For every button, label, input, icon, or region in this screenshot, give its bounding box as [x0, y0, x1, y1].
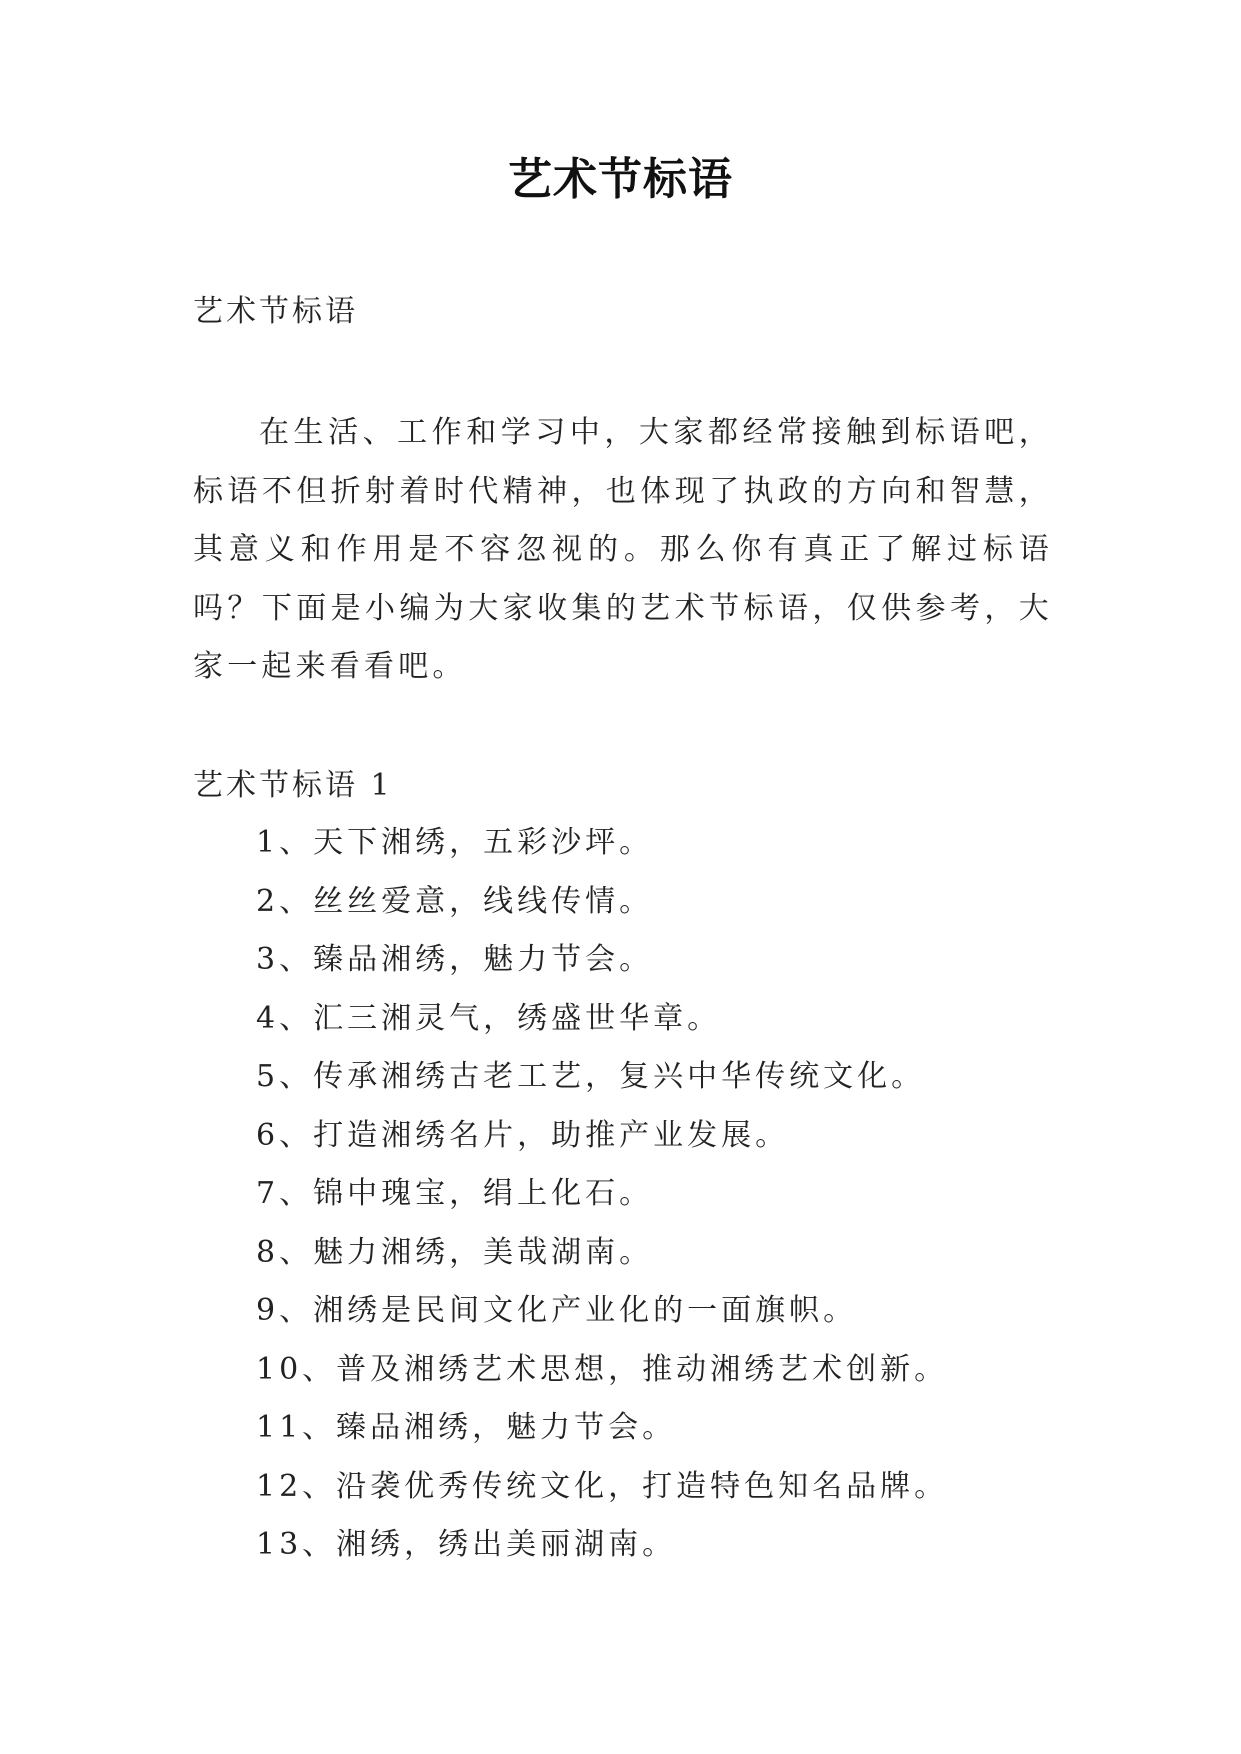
slogan-item: 3、臻品湘绣，魅力节会。 [256, 942, 654, 977]
slogan-item: 11、臻品湘绣，魅力节会。 [256, 1410, 677, 1445]
slogan-item: 9、湘绣是民间文化产业化的一面旗帜。 [256, 1293, 858, 1328]
slogan-list [256, 814, 948, 1575]
slogan-item: 8、魅力湘绣，美哉湖南。 [256, 1234, 654, 1270]
section-heading: 艺术节标语 1 [193, 768, 393, 803]
slogan-item: 2、丝丝爱意，线线传情。 [256, 883, 654, 919]
slogan-item: 5、传承湘绣古老工艺，复兴中华传统文化。 [256, 1059, 926, 1094]
slogan-item: 13、湘绣，绣出美丽湖南。 [256, 1527, 677, 1562]
slogan-item: 10、普及湘绣艺术思想，推动湘绣艺术创新。 [256, 1351, 949, 1387]
intro-paragraph: 在生活、工作和学习中，大家都经常接触到标语吧，标语不但折射着时代精神，也体现了执政的方向和智慧，其意义和作用是不容忽视的。那么你有真正了解过标语吗？下面是小编为大家收集的艺术节标语，仅供参考，大家一起来看看吧。 [193, 415, 1053, 684]
slogan-item: 1、天下湘绣，五彩沙坪。 [256, 825, 654, 860]
document-subtitle: 艺术节标语 [193, 294, 358, 329]
document-title: 艺术节标语 [508, 154, 733, 205]
slogan-item: 6、打造湘绣名片，助推产业发展。 [256, 1117, 790, 1153]
slogan-item: 7、锦中瑰宝，绢上化石。 [256, 1176, 654, 1211]
slogan-item: 4、汇三湘灵气，绣盛世华章。 [256, 1000, 722, 1036]
slogan-item: 12、沿袭优秀传统文化，打造特色知名品牌。 [256, 1468, 949, 1504]
